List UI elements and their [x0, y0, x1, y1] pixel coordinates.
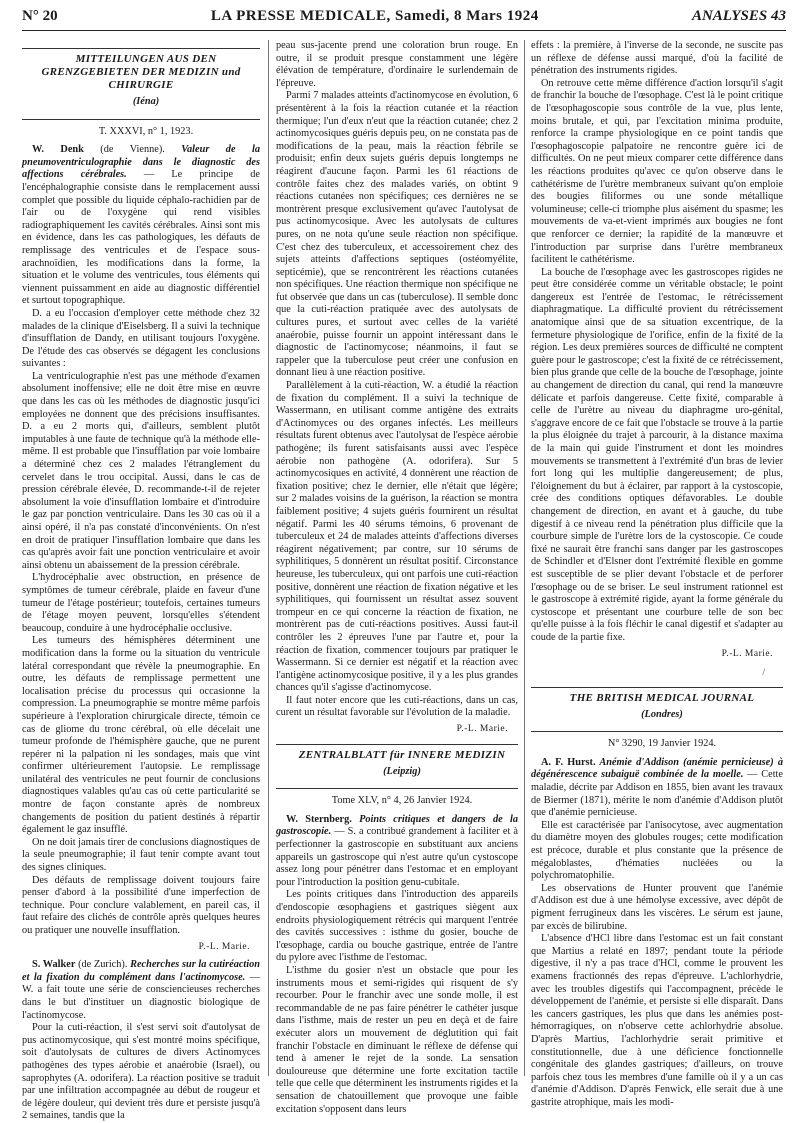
ink-mark: /: [762, 667, 765, 678]
journal-title: ZENTRALBLATT für INNERE MEDIZIN: [298, 748, 506, 761]
journal-volume: Tome XLV, n° 4, 26 Janvier 1924.: [331, 795, 473, 807]
journal-volume: T. XXXVI, n° 1, 1923.: [98, 125, 194, 137]
article-paragraph: [22, 959, 260, 1022]
article-author: W. Sternberg.: [286, 813, 352, 825]
article-paragraph: L'hydrocéphalie avec obstruction, en présence de symptômes de tumeur cérébrale, plaide en faveur d'une tumeur de l'étage postérieur; toutefois, certaines tumeurs de l'étage moyen peuvent, lorsqu'elles s'étendent beaucoup, conduire à une hydrocéphalie occlusive.: [22, 572, 260, 634]
masthead-title: LA PRESSE MEDICALE, Samedi, 8 Mars 1924: [210, 8, 539, 24]
article-paragraph: D. a eu l'occasion d'employer cette méthode chez 32 malades de la clinique d'Eiselsberg. Il a suivi la technique d'insufflation de Dandy, en utilisant toujours l'oxygène. De l'étude des cas observés se dégagent les conclusions suivantes :: [22, 307, 260, 370]
article-signature: P.-L. Marie.: [721, 648, 773, 659]
article-paragraph: Parmi 7 malades atteints d'actinomycose en évolution, 6 présentèrent à la fois la réaction cutanée et la réaction thermique; l'un d'eux n'eut que la réaction cutanée; chez 2 actinomycosiques guéris depuis peu, on ne constata pas de modifications de la peau, mais la réaction fébrile se produisit; enfin deux sujets guéris depuis longtemps ne réagirent d'aucune façon. Parmi les 61 réactions de contrôle faites chez des malades variés, on obtint 9 réactions cutanées non spécifiques; ces dernières ne se montrèrent presque exclusivement qu'avec l'autolysat de pus actinomycosique. Avec les autolysats de cultures pures, on ne nota qu'une seule réaction non spécifique. C'est chez des tuberculeux, et accessoirement chez des sujets atteints d'affections septiques (ostéomyélite, septicémie), que se rencontrèrent les réactions cutanées non spécifiques. Une réaction thermique non spécifique ne fut observée que dans un cas (tuberculose). Il semble donc que la cuti-réaction pratiquée avec des autolysats de cultures pures, et surtout avec celles de la variété anaérobie, puisse fournir un appoint intéressant dans le diagnostic de l'actinomycose; néanmoins, il faut se rappeler que la tuberculose peut créer une confusion en donnant lieu à une réaction positive.: [276, 90, 518, 379]
article-paragraph: La ventriculographie n'est pas une méthode d'examen absolument inoffensive; elle ne doit être mise en œuvre que dans les cas où les méthodes de diagnostic jusqu'ici employées ne donnent que des précisions insuffisantes. D. a eu 2 morts qui, d'ailleurs, semblent plutôt imputables à une faute de technique qu'à la méthode elle-même. Il est probable que l'insufflation par voie lombaire a déterminé chez ces 2 malades l'étranglement du cervelet dans le trou occipital. Aussi, dans le cas de pression cérébrale élevée, D. recommande-t-il de rejeter absolument la voie d'insufflation lombaire et d'introduire le gaz par ponction ventriculaire. Dans les 30 cas où il a ainsi opéré, il n'a pas constaté d'inconvénients. On n'est en droit de pratiquer l'insufflation lombaire que dans les cas qu'après avoir fait une ponction ventriculaire et avoir ainsi obtenu un abaissement de la pression cérébrale.: [22, 370, 260, 571]
article-title: Valeur de la pneumoventriculographie dans le diagnostic des affections cérébrales.: [22, 144, 260, 181]
article-paragraph: [276, 814, 518, 890]
article-text: — S. a contribué grandement à faciliter et à perfectionner la gastroscopie en substituant aux anciens appareils un gastroscope qui n'est autre qu'un cystoscope assez long pour pénétrer dans l'estomac et en employant pour l'introduction la position genu-cubitale.: [276, 826, 518, 888]
article-signature: P.-L. Marie.: [198, 941, 250, 952]
issue-number: N° 20: [22, 8, 58, 24]
page-header: [22, 8, 786, 31]
journal-heading-box: [531, 687, 783, 733]
article-paragraph: Les tumeurs des hémisphères déterminent une modification dans la forme ou la situation du ventricule latéral correspondant que révèle la pneumographie. En outre, les défauts de remplissage permettent une localisation précise du processus qui occasionne la compression. La pneumographie se montre même parfois supérieure à l'exploration chirurgicale directe, témoin ce cas de gliome du tronc cérébral, où elle décelait une tumeur profonde de l'hémisphère gauche, que ne purent repérer ni la palpation ni les sondages, mais que vint confirmer ultérieurement l'autopsie. Le remplissage unilatéral des ventricules ne peut fournir de conclusions diagnostiques valables qu'au cas où cette particularité se montre de façon constante après de nombreux changements de position du patient destinés à répartir également le gaz insufflé.: [22, 635, 260, 836]
article-text: — Cette maladie, décrite par Addison en 1855, bien avant les travaux de Biermer (1871), mérite le nom d'anémie d'Addison plutôt que d'anémie pernicieuse.: [531, 769, 783, 819]
journal-heading-box: [276, 744, 518, 790]
article-paragraph: [531, 757, 783, 820]
article-text: — W. a fait toute une série de consciencieuses recherches dans le but d'instituer un diagnostic biologique de l'actinomycose.: [22, 971, 261, 1021]
article-title: Points critiques et dangers de la gastroscopie.: [276, 813, 518, 838]
journal-volume: N° 3290, 19 Janvier 1924.: [607, 738, 717, 750]
column-separator: [268, 40, 269, 1076]
author-affiliation: (de Zurich).: [75, 959, 131, 971]
article-paragraph: peau sus-jacente prend une coloration brun rouge. En outre, il se produit presque constamment une légère élévation de température, d'ordinaire le surlendemain de l'épreuve.: [276, 40, 518, 89]
journal-title: THE BRITISH MEDICAL JOURNAL: [569, 691, 755, 704]
article-paragraph: La bouche de l'œsophage avec les gastroscopes rigides ne peut être considérée comme un véritable obstacle; le point dangereux est l'entrée de l'estomac, le rétrécissement diaphragmatique. La difficulté provient du rétrécissement anatomique ainsi que de sa situation excentrique, de la fermeture physiologique de l'orifice, enfin de la fixité de la région. Les deux premières sources de difficulté ne comptent guère pour le gastroscope; c'est la fixité de ce rétrécissement, bien plus grande que celle de la bouche de l'œsophage, jointe au changement de direction du canal, qui rend la manœuvre délicate et parfois dangereuse. Cette fixité, comparable à celle de l'urètre au niveau du diaphragme uro-génital, s'aggrave encore de ce fait que l'obstacle se trouve à la partie la plus éloignée du trajet à parcourir, à la distance maxima de la main qui guide l'instrument et dont les moindres mouvements se transmettent à l'extrémité d'un bras de levier fort long qui les multiplie dangereusement; de plus, l'éloignement du but à éclairer, par rapport à la cystoscopie, crée des conditions optiques défavorables. Le double changement de direction, en avant et à gauche, du tube digestif à ce niveau rend la pénétration plus difficile que la courbure simple de l'urètre lors de la cystoscopie. Ce coude fixé ne saurait être franchi sans danger par les gastroscopes de Schindler et d'Elsner dont l'extrémité flexible en gomme est susceptible de se plier devant l'obstacle et de perforer l'œsophage ou de se briser. Le seul instrument rationnel est le gastroscope à extrémité rigide, ayant la forme générale du cystoscope et présentant une courbure telle de son bec qu'elle puisse à la fois fléchir le canal digestif et s'adapter au coude de la partie fixe.: [531, 266, 783, 643]
article-author: S. Walker: [32, 959, 76, 971]
article-paragraph: Les observations de Hunter prouvent que l'anémie d'Addison est due à une hémolyse excessive, avec dépôt de pigment ferrugineux dans les viscères. Le sérum est jaune, par excès de bilirubine.: [531, 882, 783, 932]
article-paragraph: Les points critiques dans l'introduction des appareils d'endoscopie œsophagiens et gastriques siègent aux endroits physiologiquement rétrécis qui marquent l'entrée des cavités successives : isthme du gosier, bouche de l'œsophage, cardia ou bouche gastrique, entrée de l'antre du pylore avec l'isthme de l'estomac.: [276, 889, 518, 964]
article-paragraph: Il faut noter encore que les cuti-réactions, dans un cas, curent un résultat favorable sur l'évolution de la maladie.: [276, 694, 518, 719]
column-2: [276, 40, 518, 1115]
section-label: ANALYSES 43: [691, 8, 786, 24]
journal-place: (Londres): [641, 708, 683, 720]
journal-heading-box: [22, 48, 260, 120]
journal-title: MITTEILUNGEN AUS DEN GRENZGEBIETEN DER MEDIZIN und CHIRURGIE: [41, 53, 241, 91]
article-paragraph: On retrouve cette même différence d'action lorsqu'il s'agit de franchir la bouche de l'œsophage. C'est là le point critique de l'œsophagoscopie sous contrôle de la vue, plus lente, moins brutale, et qui, par l'excitation minima produite, renforce la crampe physiologique en ce point tandis que l'œsophagoscopie palpatoire ne rencontre guère ici de difficultés. On ne peut mieux comparer cette différence dans les réactions produites qu'avec ce qu'on observe dans le cathétérisme de l'urètre membraneux suivant qu'on emploie des bougies filiformes ou une sonde métallique volumineuse; celle-ci triomphe plus aisément du spasme; les mouvements de va-et-vient imprimés aux bougies ne font que renforcer ce dernier; la rapidité de la manœuvre et l'introduction par surprise dans l'urètre membraneux facilitent le cathétérisme.: [531, 77, 783, 266]
article-paragraph: effets : la première, à l'inverse de la seconde, ne suscite pas un réflexe de défense aussi marqué, d'où la facilité de pénétration des instruments rigides.: [531, 40, 783, 77]
article-paragraph: Pour la cuti-réaction, il s'est servi soit d'autolysat de pus actinomycosique, qui s'est montré moins spécifique, soit d'autolysats de cultures de divers Actinomyces pathogènes des types aérobie et anaérobie (Israel), ou saprophytes (A. odorifera). La réaction positive se traduit par une infiltration accompagnée au début de rougeur et de légère douleur, qui devient très dure et persiste jusqu'à 2 semaines, tandis que la: [22, 1022, 260, 1122]
article-paragraph: L'isthme du gosier n'est un obstacle que pour les instruments mous et semi-rigides qui risquent de s'y recourber. Pour le franchir avec une sonde molle, il est recommandable de ne pas faire pénétrer le cathéter jusque dans l'isthme, mais de rester un peu en deçà et de faire exécuter alors un mouvement de déglutition qui fait franchir l'obstacle en diminuant le réflexe de défense qui tend à amener le rejet de la sonde. La sensation douloureuse que détermine une forte excitation tactile telle que celle que déterminent les instruments rigides et la sensation de chatouillement que provoque une faible excitation s'opposent dans leurs: [276, 964, 518, 1115]
column-separator: [524, 40, 525, 1076]
journal-place: (Leipzig): [383, 765, 421, 777]
article-paragraph: L'absence d'HCl libre dans l'estomac est un fait constant que Martius a relaté en 1897; pendant toute la période digestive, il n'y a pas trace d'HCl, comme le prouvent les examens fractionnés des repas d'épreuve. L'achlorhydrie, avec les troubles digestifs qui l'accompagnent, précède le développement de l'anémie, et persiste si elle disparaît. Dans les cancers gastriques, les plus que dans les anémies post-hémorragiques, on n'observe cette achlorhydrie absolue. D'après Martius, l'achlorhydrie serait primitive et constitutionnelle, due à une déficience fonctionnelle congénitale des glandes gastriques; d'ailleurs, on trouve parfois chez tous les membres d'une famille où il y a un cas d'anémie d'Addison. D'après Fenwick, elle serait due à une gastrite atrophique, mais les modi-: [531, 933, 783, 1108]
article-paragraph: Parallèlement à la cuti-réaction, W. a étudié la réaction de fixation du complément. Il a suivi la technique de Wassermann, en utilisant comme antigène des extraits d'Actinomyces ou des organes infectés. Les meilleurs résultats furent obtenus avec l'autolysat de l'espèce aérobie pathogène; ils furent satisfaisants aussi avec l'espèce aérobie non pathogène (A. odorifera). Sur 5 actinomycosiques en activité, 4 donnèrent une réaction de fixation positive; chez le dernier, elle n'était que légère; sur 2 malades voisins de la guérison, la réaction se montra faiblement positive; 4 sujets guéris fournirent un résultat négatif. Parmi les 40 sérums témoins, 6 provenant de tuberculeux et 24 de malades atteints d'affections diverses réagirent négativement; par contre, sur 10 sérums de syphilitiques, 5 donnèrent un résultat positif. Circonstance heureuse, les tuberculeux, qui ont parfois une cuti-réaction positive, donnèrent une réaction de fixation négative et les syphilitiques, qui fournissent un résultat assez souvent trompeur en ce qui concerne la réaction de fixation, ne montrèrent pas de cuti-réactions positives. Aussi faut-il contrôler les 2 épreuves l'une par l'autre et, pour la réaction de fixation, commencer toujours par pratiquer le Wassermann. Si ce dernier est négatif et la réaction avec l'antigène actinomycosique positive, il y a les plus grandes chances qu'il s'agisse d'actinomycose.: [276, 380, 518, 694]
column-3: [531, 40, 783, 1108]
article-text: — Le principe de l'encéphalographie consiste dans le remplacement aussi complet que possible du liquide céphalo-rachidien par de l'air ou de l'oxygène qui rend visibles radiographiquement les cavités cérébrales. Ainsi sont mis en évidence, dans les cas pathologiques, les défauts de remplissage des ventricules et de l'espace sous-arachnoïdien, les modifications dans la forme, la situation et le volume des ventricules, tous éléments qui viennent puissamment en aide au diagnostic différentiel et surtout topographique.: [22, 169, 260, 307]
article-paragraph: On ne doit jamais tirer de conclusions diagnostiques de la seule pneumographie; il faut tenir compte avant tout des signes cliniques.: [22, 836, 260, 874]
article-title: Anémie d'Addison (anémie pernicieuse) à dégénérescence subaiguë combinée de la moelle.: [531, 756, 783, 781]
article-title: Recherches sur la cutiréaction et la fixation du complément dans l'actinomycose.: [22, 959, 261, 983]
article-signature: P.-L. Marie.: [456, 724, 508, 735]
article-paragraph: Elle est caractérisée par l'anisocytose, avec augmentation du diamètre moyen des globules rouges; cette modification est précoce, durable et plus constante que la présence de mégaloblastes, d'hématies nucléées ou la polychromatophilie.: [531, 819, 783, 882]
article-paragraph: [22, 144, 260, 308]
article-author: A. F. Hurst.: [541, 756, 596, 768]
article-author: W. Denk: [32, 144, 84, 156]
column-1: [22, 40, 261, 1122]
author-affiliation: (de Vienne).: [83, 144, 182, 156]
journal-place: (Iéna): [132, 96, 160, 107]
article-paragraph: Des défauts de remplissage doivent toujours faire penser d'abord à la possibilité d'une imperfection de technique. Pour conclure valablement, en pareil cas, il faut refaire des clichés de contrôle après quelques heures ou pratiquer une nouvelle insufflation.: [22, 874, 260, 936]
